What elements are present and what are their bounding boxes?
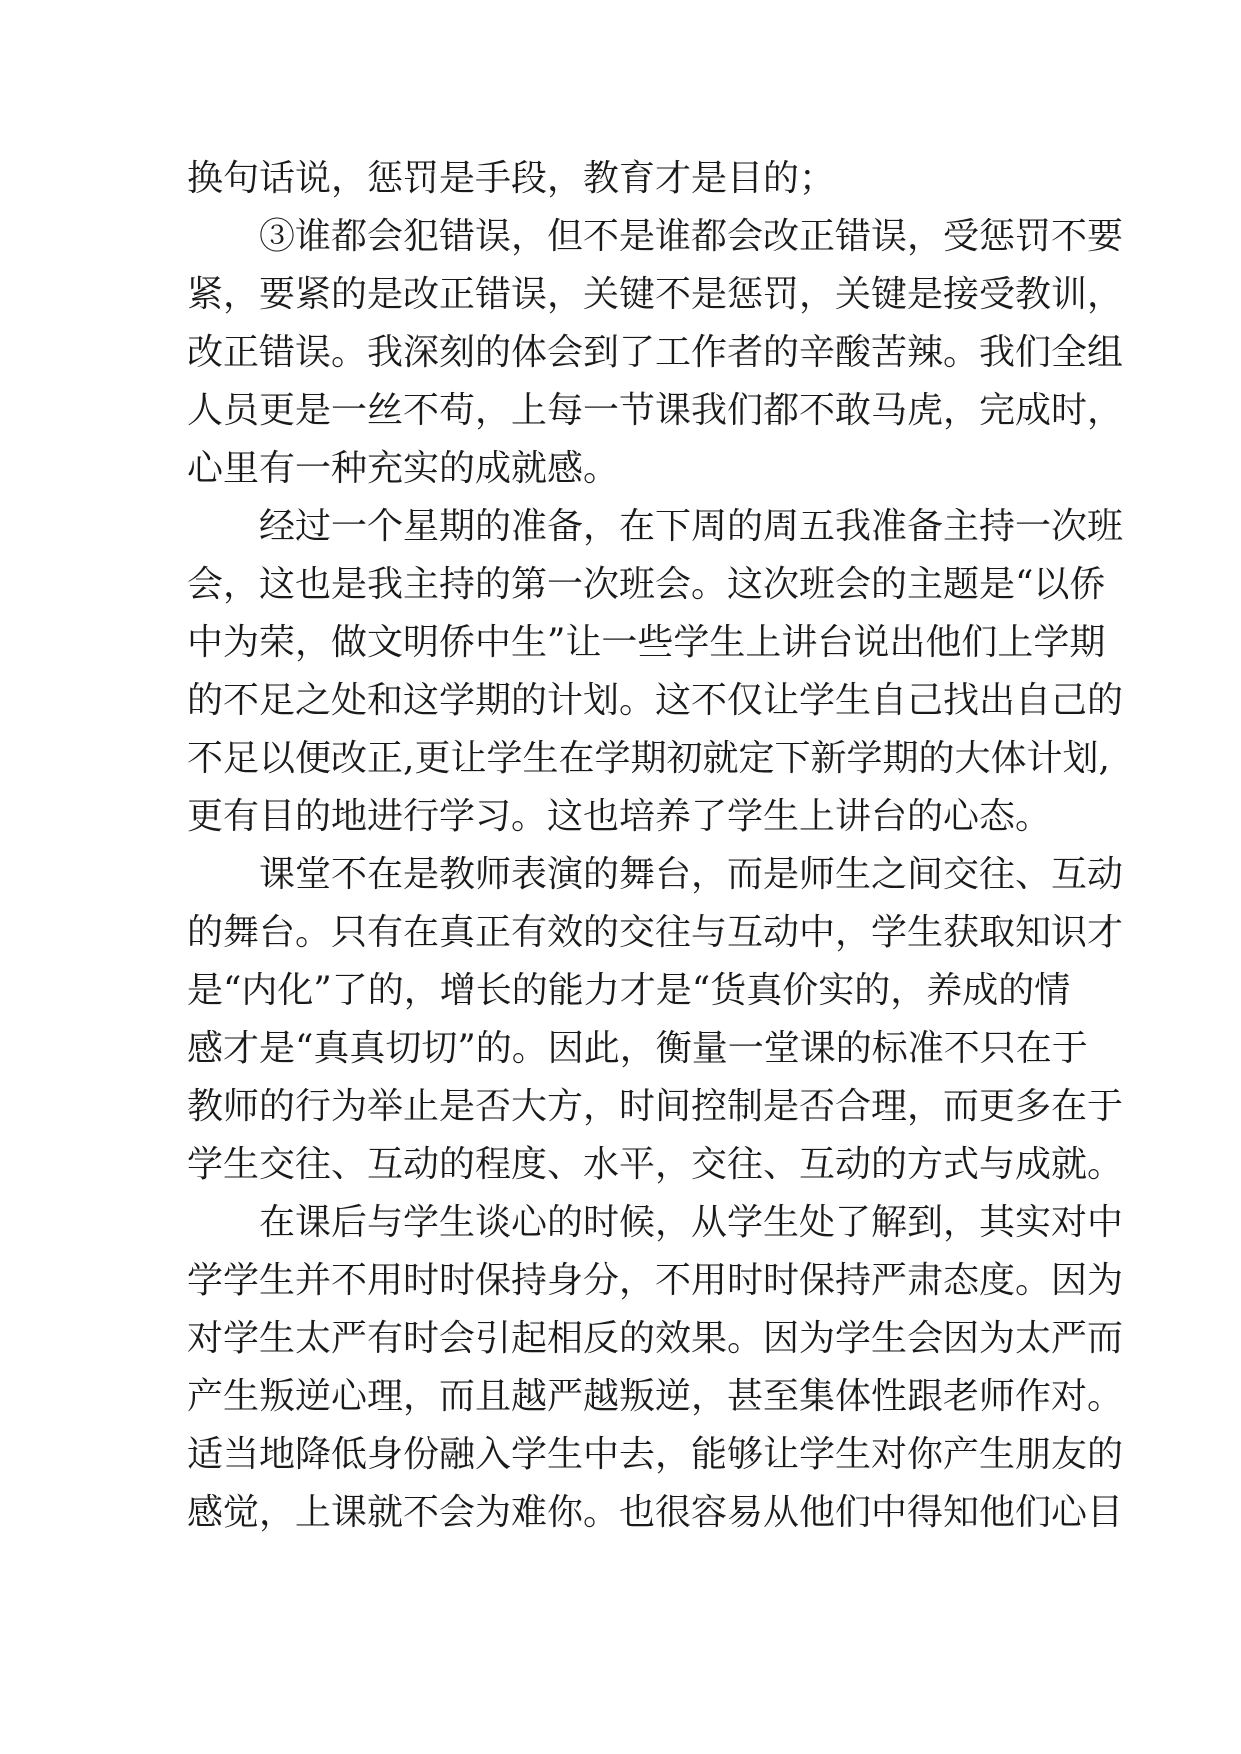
paragraph [187, 150, 1067, 208]
text-line: 是“内化”了的，增长的能力才是“货真价实的，养成的情 [187, 970, 1071, 1011]
text-line: 会，这也是我主持的第一次班会。这次班会的主题是“以侨 [187, 564, 1106, 605]
text-line: 人员更是一丝不苟，上每一节课我们都不敢马虎，完成时， [187, 390, 1124, 431]
text-line: ③谁都会犯错误，但不是谁都会改正错误，受惩罚不要 [259, 216, 1124, 257]
text-line: 课堂不在是教师表演的舞台，而是师生之间交往、互动 [259, 854, 1124, 895]
paragraph [187, 1194, 1124, 1542]
text-line: 更有目的地进行学习。这也培养了学生上讲台的心态。 [187, 796, 1052, 837]
text-line: 的舞台。只有在真正有效的交往与互动中，学生获取知识才 [187, 912, 1124, 953]
text-line: 换句话说，惩罚是手段，教育才是目的； [187, 158, 836, 199]
text-line: 在课后与学生谈心的时候，从学生处了解到，其实对中 [259, 1202, 1124, 1243]
text-line: 教师的行为举止是否大方，时间控制是否合理，而更多在于 [187, 1086, 1124, 1127]
text-line: 产生叛逆心理，而且越严越叛逆，甚至集体性跟老师作对。 [187, 1376, 1124, 1417]
text-line: 学学生并不用时时保持身分，不用时时保持严肃态度。因为 [187, 1260, 1124, 1301]
text-line: 经过一个星期的准备，在下周的周五我准备主持一次班 [259, 506, 1124, 547]
text-line: 紧，要紧的是改正错误，关键不是惩罚，关键是接受教训， [187, 274, 1124, 315]
text-line: 不足以便改正,更让学生在学期初就定下新学期的大体计划, [187, 738, 1110, 779]
text-line: 学生交往、互动的程度、水平，交往、互动的方式与成就。 [187, 1144, 1124, 1185]
text-line: 对学生太严有时会引起相反的效果。因为学生会因为太严而 [187, 1318, 1124, 1359]
body-text [187, 150, 1124, 1542]
text-line: 心里有一种充实的成就感。 [187, 448, 620, 489]
paragraph [187, 498, 1124, 846]
text-line: 改正错误。我深刻的体会到了工作者的辛酸苦辣。我们全组 [187, 332, 1124, 373]
text-line: 感才是“真真切切”的。因此，衡量一堂课的标准不只在于 [187, 1028, 1088, 1069]
paragraph [187, 846, 1124, 1194]
text-line: 适当地降低身份融入学生中去，能够让学生对你产生朋友的 [187, 1434, 1124, 1475]
text-line: 的不足之处和这学期的计划。这不仅让学生自己找出自己的 [187, 680, 1124, 721]
text-line: 中为荣，做文明侨中生”让一些学生上讲台说出他们上学期 [187, 622, 1106, 663]
paragraph [187, 208, 1124, 498]
text-line: 感觉，上课就不会为难你。也很容易从他们中得知他们心目 [187, 1492, 1124, 1533]
